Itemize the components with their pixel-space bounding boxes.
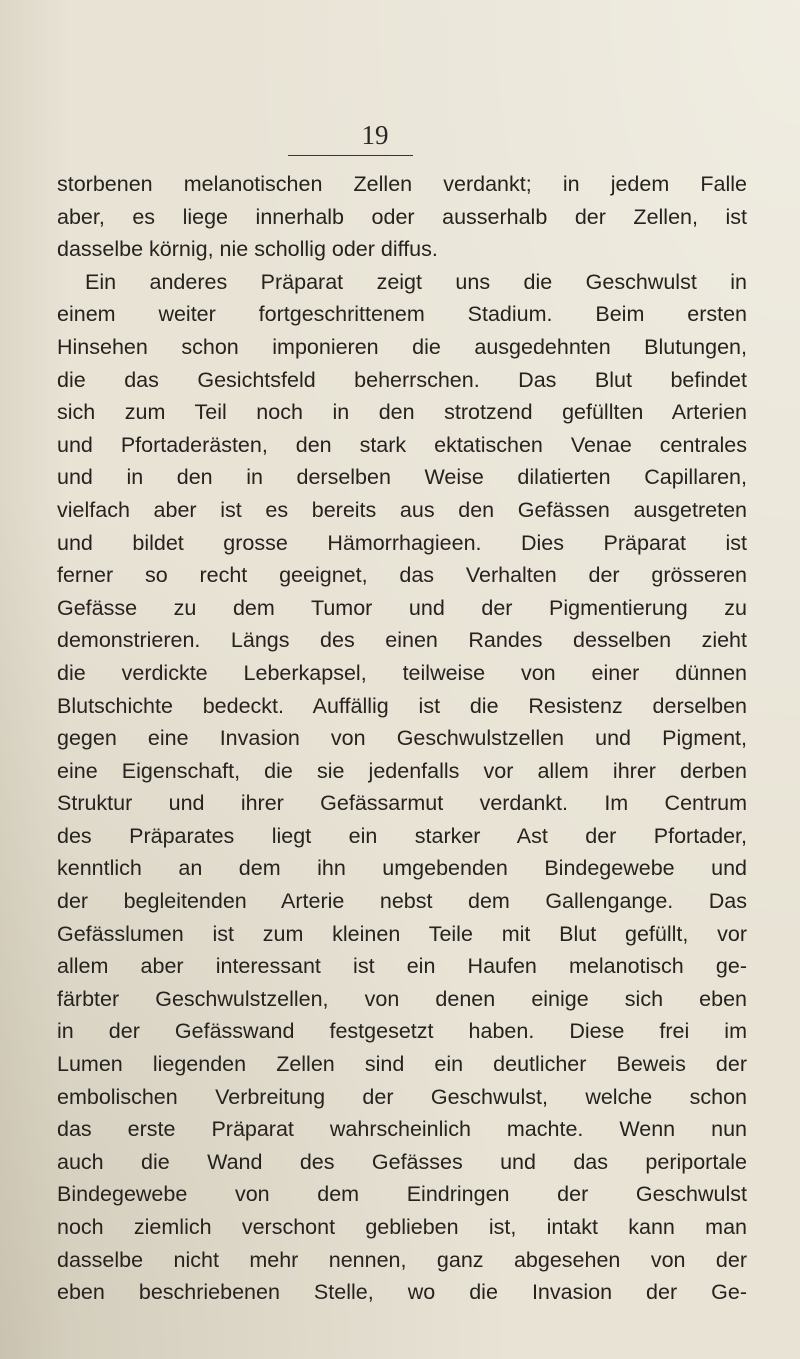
text-line: Hinsehen schon imponieren die ausgedehnten Blutungen, xyxy=(57,334,747,359)
page-number: 19 xyxy=(361,120,389,150)
text-line: und bildet grosse Hämorrhagieen. Dies Präparat ist xyxy=(57,530,747,555)
text-line: sich zum Teil noch in den strotzend gefüllten Arterien xyxy=(57,400,747,425)
text-line: auch die Wand des Gefässes und das periportale xyxy=(57,1149,747,1174)
text-line: in der Gefässwand festgesetzt haben. Diese frei im xyxy=(57,1019,747,1044)
text-line: eben beschriebenen Stelle, wo die Invasion der Ge- xyxy=(57,1280,747,1305)
text-line: die verdickte Leberkapsel, teilweise von einer dünnen xyxy=(57,660,747,685)
text-line: Blutschichte bedeckt. Auffällig ist die Resistenz derselben xyxy=(57,693,747,718)
text-line: des Präparates liegt ein starker Ast der Pfortader, xyxy=(57,823,747,848)
text-line: die das Gesichtsfeld beherrschen. Das Blut befindet xyxy=(57,367,747,392)
text-line: embolischen Verbreitung der Geschwulst, welche schon xyxy=(57,1084,747,1109)
body-text xyxy=(57,168,747,1309)
text-line: kenntlich an dem ihn umgebenden Bindegewebe und xyxy=(57,856,747,881)
text-line: und Pfortaderästen, den stark ektatischen Venae centrales xyxy=(57,432,747,457)
text-line: dasselbe körnig, nie schollig oder diffus. xyxy=(57,237,438,262)
text-line: Gefässe zu dem Tumor und der Pigmentierung zu xyxy=(57,595,747,620)
header-rule xyxy=(288,155,413,156)
text-line: einem weiter fortgeschrittenem Stadium. Beim ersten xyxy=(57,302,747,327)
text-line: der begleitenden Arterie nebst dem Gallengange. Das xyxy=(57,889,747,914)
text-line: färbter Geschwulstzellen, von denen einige sich eben xyxy=(57,986,747,1011)
text-line: eine Eigenschaft, die sie jedenfalls vor allem ihrer derben xyxy=(57,758,747,783)
text-line: storbenen melanotischen Zellen verdankt; in jedem Falle xyxy=(57,172,747,196)
text-line: Gefässlumen ist zum kleinen Teile mit Blut gefüllt, vor xyxy=(57,921,747,946)
text-line: Lumen liegenden Zellen sind ein deutlicher Beweis der xyxy=(57,1052,747,1077)
text-line: demonstrieren. Längs des einen Randes desselben zieht xyxy=(57,628,747,653)
text-line: Bindegewebe von dem Eindringen der Geschwulst xyxy=(57,1182,747,1207)
text-line: aber, es liege innerhalb oder ausserhalb der Zellen, ist xyxy=(57,204,747,229)
text-line: Struktur und ihrer Gefässarmut verdankt. Im Centrum xyxy=(57,791,747,816)
text-line: dasselbe nicht mehr nennen, ganz abgesehen von der xyxy=(57,1247,747,1272)
text-line: allem aber interessant ist ein Haufen melanotisch ge- xyxy=(57,954,747,979)
text-line: und in den in derselben Weise dilatierten Capillaren, xyxy=(57,465,747,490)
text-line: noch ziemlich verschont geblieben ist, intakt kann man xyxy=(57,1215,747,1239)
text-line: das erste Präparat wahrscheinlich machte. Wenn nun xyxy=(57,1117,747,1142)
text-line: vielfach aber ist es bereits aus den Gefässen ausgetreten xyxy=(57,497,747,522)
text-line: ferner so recht geeignet, das Verhalten der grösseren xyxy=(57,563,747,588)
text-line: gegen eine Invasion von Geschwulstzellen und Pigment, xyxy=(57,726,747,751)
text-line: Ein anderes Präparat zeigt uns die Geschwulst in xyxy=(85,269,747,294)
